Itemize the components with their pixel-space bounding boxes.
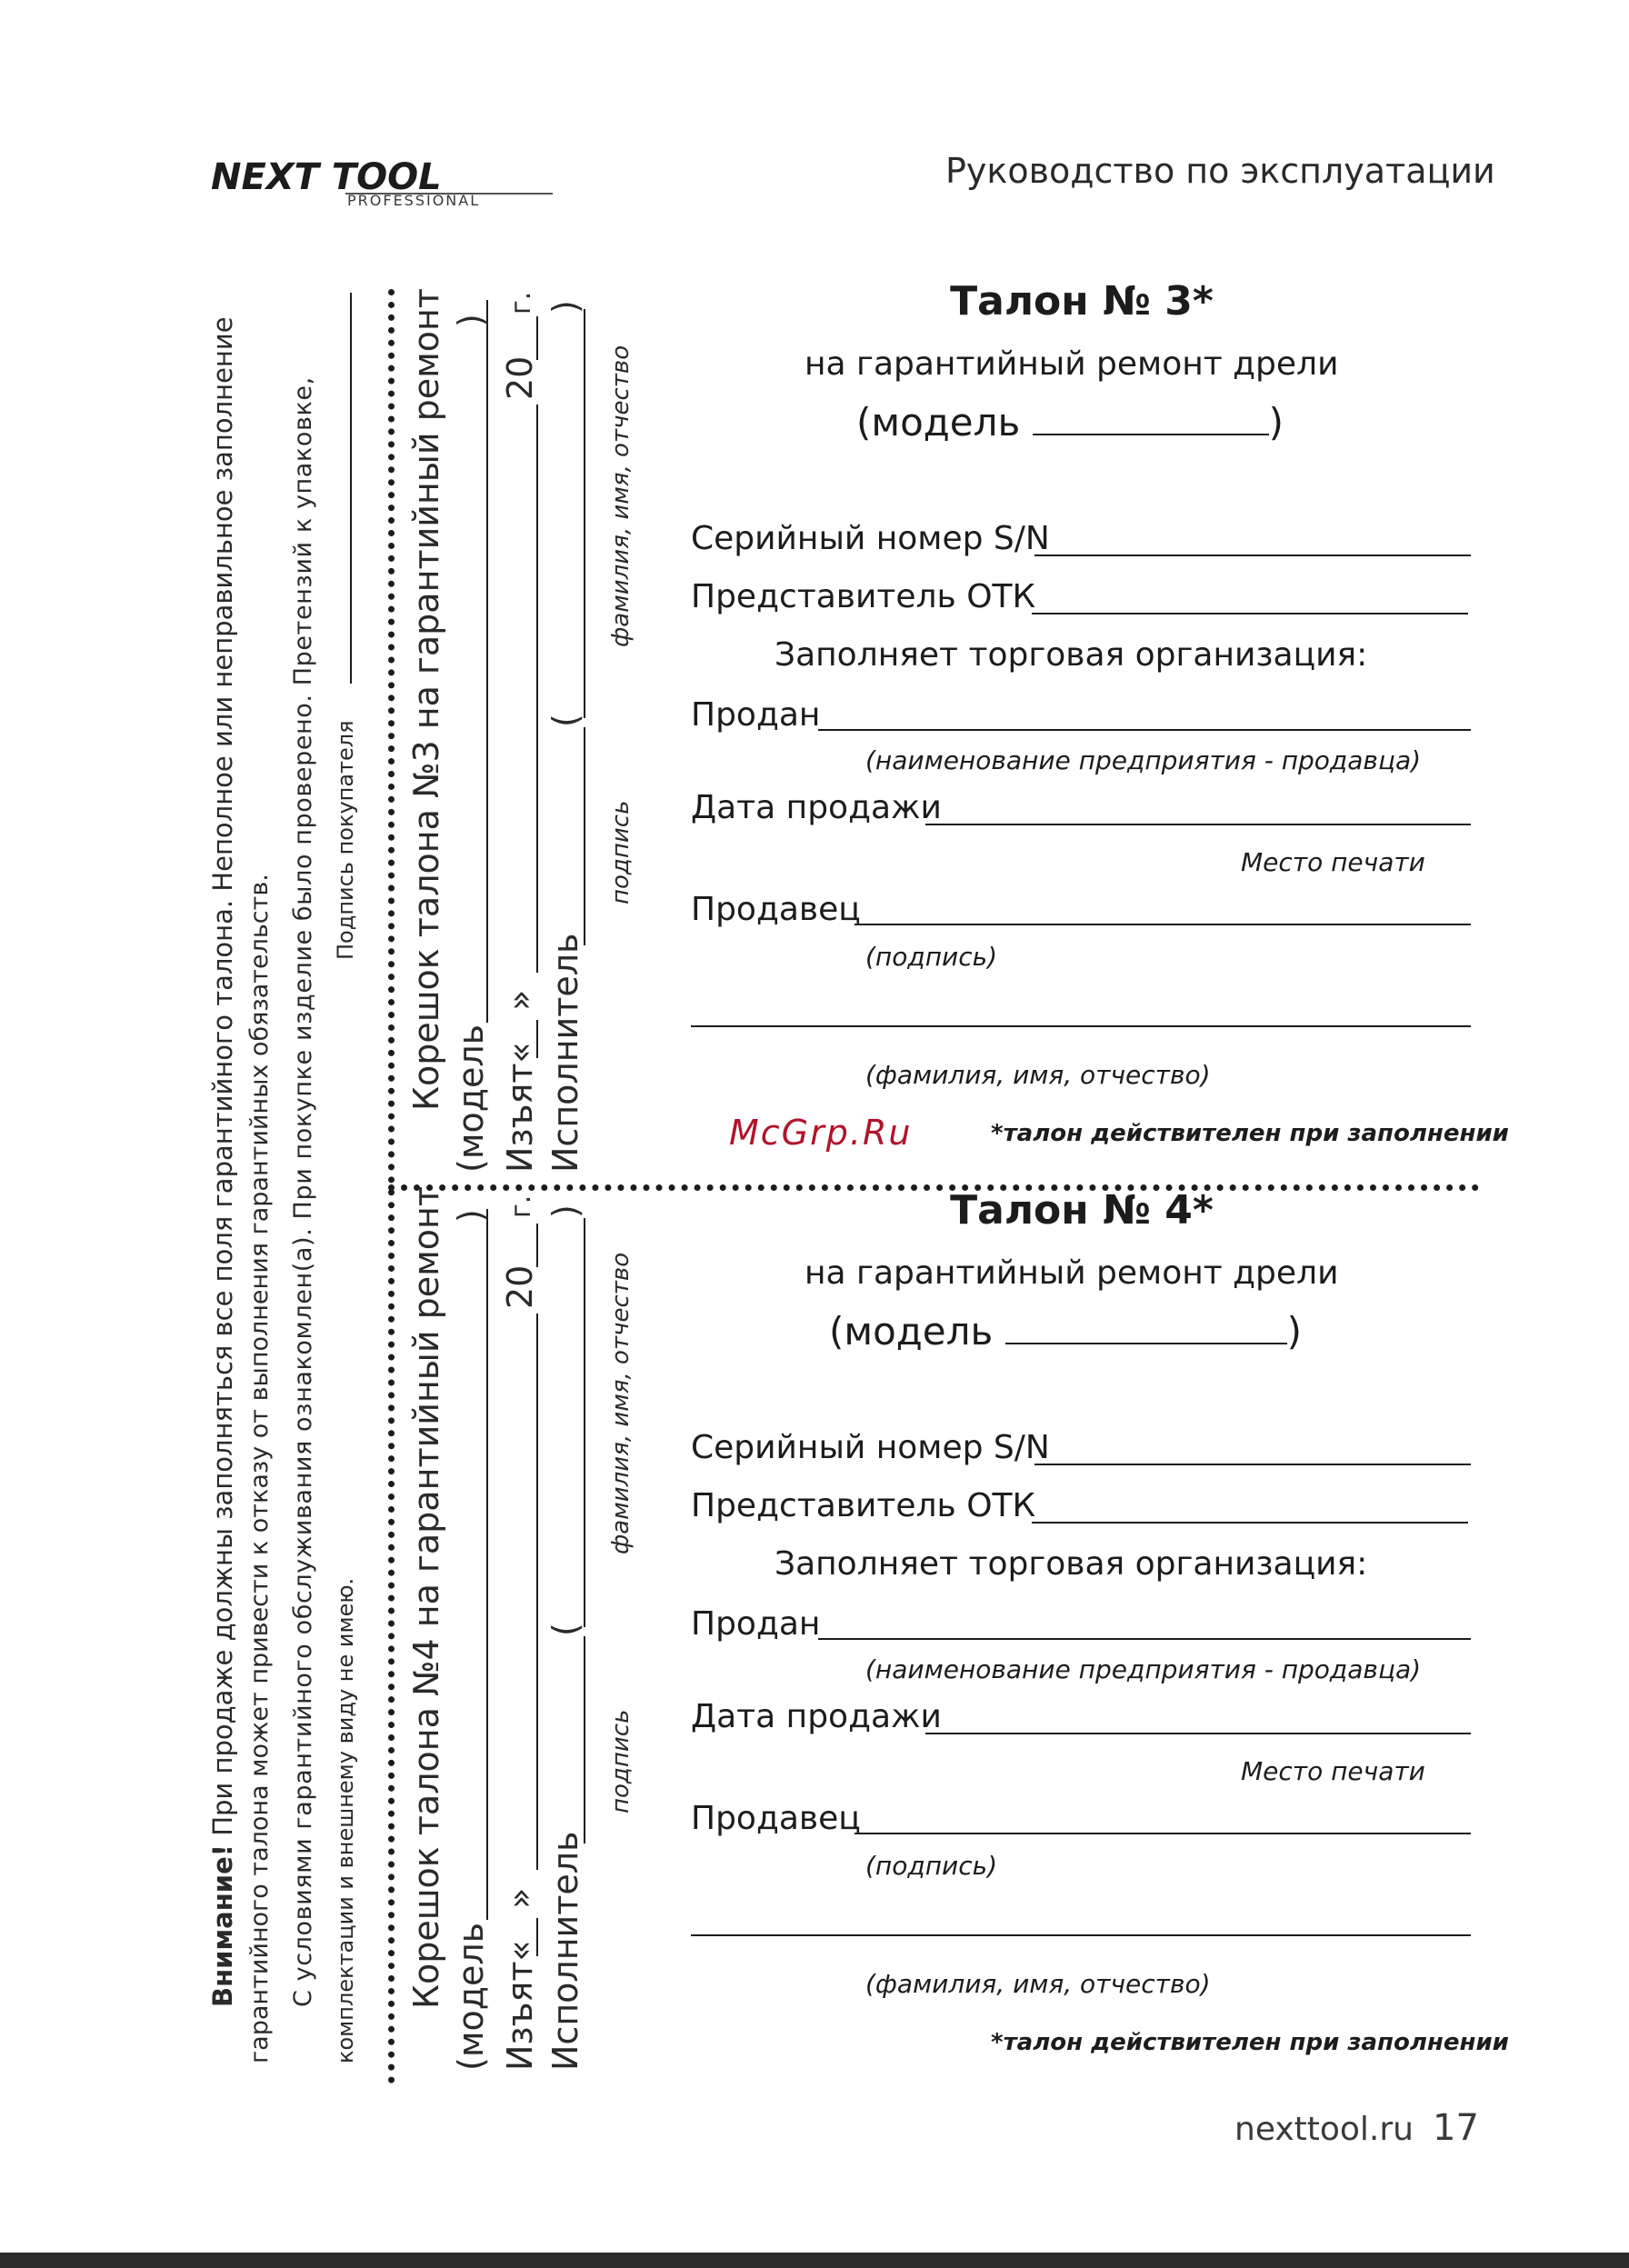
coupon3-signature-cap: (подпись) (865, 942, 998, 972)
coupon3-org-label: Заполняет торговая организация: (775, 636, 1368, 674)
stub4-paren-open: ( (545, 1623, 585, 1636)
warning-line-1 (207, 316, 238, 2007)
page-number: 17 (1433, 2107, 1479, 2149)
stub3-title: Корешок талона №3 на гарантийный ремонт (406, 288, 446, 1111)
coupon4-subtitle: на гарантийный ремонт дрели (805, 1254, 1339, 1292)
stub4-executor: Исполнитель (545, 1831, 585, 2071)
stub3-month-line (536, 405, 538, 973)
coupon4-fio-cap: (фамилия, имя, отчество) (865, 1969, 1211, 1999)
coupon4-serial-input[interactable] (1034, 1464, 1471, 1465)
stub3-paren-close: ) (545, 300, 585, 314)
coupon4-stamp-cap: Место печати (1241, 1756, 1425, 1786)
stub4-day-line (536, 1918, 538, 1956)
stub3-executor: Исполнитель (545, 933, 585, 1173)
buyer-signature-label: Подпись покупателя (333, 720, 358, 960)
coupon4-seller-label: Продавец (691, 1800, 861, 1837)
stub3-day-line (536, 1020, 538, 1058)
coupon4-otk-input[interactable] (1032, 1522, 1468, 1524)
coupon4-signature-cap: (подпись) (865, 1851, 998, 1881)
coupon3-subtitle: на гарантийный ремонт дрели (805, 345, 1339, 383)
coupon3-model-label: (модель (856, 400, 1021, 445)
warning-text-4: комплектации и внешнему виду не имею. (333, 1577, 358, 2063)
stub3-model: (модель (451, 1024, 491, 1173)
stub4-name-line (584, 1218, 585, 1627)
stub4-year-suffix: г. (505, 1194, 537, 1218)
warning-text-1: При продаже должны заполняться все поля гарантийного талона. Неполное или неправильное заполнение (207, 316, 238, 1836)
stub4-year: 20 (500, 1264, 540, 1309)
buyer-signature-line (350, 293, 352, 684)
coupon-4 (691, 909, 1509, 2091)
stub3-seized: Изъят« (500, 1042, 540, 1173)
warning-line-4 (333, 1578, 358, 2063)
coupon3-title: Талон № 3* (950, 278, 1214, 325)
coupon3-otk-input[interactable] (1032, 613, 1468, 614)
logo-brand: NEXT TOOL (211, 156, 442, 198)
stub3-cap-signature: подпись (607, 800, 635, 904)
coupon4-serial-label: Серийный номер S/N (691, 1429, 1050, 1466)
stub3-year-line (536, 316, 538, 360)
stub3-seized-q: » (500, 989, 540, 1011)
warning-bold: Внимание! (207, 1844, 238, 2007)
coupon3-sold-label: Продан (691, 696, 821, 734)
stub3-year: 20 (500, 355, 540, 400)
stub3-year-suffix: г. (505, 291, 537, 315)
coupon4-seller-input[interactable] (854, 1833, 1471, 1834)
stub4-model-end: ) (451, 1209, 491, 1223)
stub3-executor-line (584, 727, 585, 945)
stub4-executor-line (584, 1636, 585, 1843)
stub4-model: (модель (451, 1922, 491, 2071)
warning-line-2: гарантийного талона может привести к отказу от выполнения гарантийных обязательств. (245, 874, 274, 2063)
stub3-name-line (584, 309, 585, 718)
coupon4-otk-label: Представитель ОТК (691, 1487, 1036, 1524)
coupon3-sale-date-input[interactable] (925, 824, 1471, 825)
coupon3-model (856, 400, 1284, 445)
coupon4-model-label: (модель (829, 1309, 994, 1354)
stub4-month-line (536, 1314, 538, 1870)
coupon4-model-close: ) (1286, 1309, 1302, 1354)
stub4-title: Корешок талона №4 на гарантийный ремонт (406, 1186, 446, 2009)
coupon3-sale-date-label: Дата продажи (691, 789, 942, 826)
logo-sub: PROFESSIONAL (347, 192, 481, 207)
coupon4-org-label: Заполняет торговая организация: (775, 1545, 1368, 1583)
coupon4-title: Талон № 4* (950, 1187, 1214, 1234)
coupon4-note: *талон действителен при заполнении (991, 2029, 1509, 2056)
stub3-paren-open: ( (545, 714, 585, 727)
coupon4-model-input[interactable] (1005, 1315, 1287, 1344)
coupon4-sale-date-label: Дата продажи (691, 1698, 942, 1735)
coupon3-stamp-cap: Место печати (1241, 847, 1425, 877)
stub4-cap-signature: подпись (607, 1709, 635, 1813)
footer-site: nexttool.ru (1234, 2111, 1414, 2148)
coupon3-seller-name-cap: (наименование предприятия - продавца) (865, 745, 1422, 775)
coupon3-serial-input[interactable] (1034, 555, 1471, 556)
manual-title: Руководство по эксплуатации (945, 151, 1495, 191)
warning-line-3: С условиями гарантийного обслуживания ознакомлен(а). При покупке изделие было проверено. Претензий к упаковке, (289, 376, 317, 2007)
coupon3-otk-label: Представитель ОТК (691, 578, 1036, 615)
stub3-model-end: ) (451, 314, 491, 327)
coupon4-fio-input[interactable] (691, 1934, 1471, 1936)
coupon3-serial-label: Серийный номер S/N (691, 520, 1050, 557)
stub4-paren-close: ) (545, 1204, 585, 1218)
coupon4-sold-input[interactable] (818, 1638, 1471, 1640)
coupon3-model-input[interactable] (1033, 406, 1269, 435)
stub4-seized-q: » (500, 1887, 540, 1909)
stub4-seized: Изъят« (500, 1940, 540, 2071)
coupon4-model (829, 1309, 1302, 1354)
coupon4-seller-name-cap: (наименование предприятия - продавца) (865, 1654, 1422, 1684)
coupon3-model-close: ) (1268, 400, 1284, 445)
stub3-cap-name: фамилия, имя, отчество (607, 345, 635, 647)
stub4-year-line (536, 1224, 538, 1267)
coupon3-note: *талон действителен при заполнении (991, 1120, 1509, 1147)
coupon3-sold-input[interactable] (818, 729, 1471, 731)
stub3-model-line (486, 300, 488, 1023)
coupon4-sale-date-input[interactable] (925, 1733, 1471, 1734)
coupon3-seller-label: Продавец (691, 891, 861, 928)
watermark: McGrp.Ru (729, 1113, 913, 1153)
stub4-cap-name: фамилия, имя, отчество (607, 1252, 635, 1554)
coupon3-fio-cap: (фамилия, имя, отчество) (865, 1060, 1211, 1090)
bottom-band (0, 2253, 1629, 2268)
stub4-model-line (486, 1209, 488, 1920)
coupon4-sold-label: Продан (691, 1605, 821, 1643)
nexttool-logo (209, 156, 555, 207)
